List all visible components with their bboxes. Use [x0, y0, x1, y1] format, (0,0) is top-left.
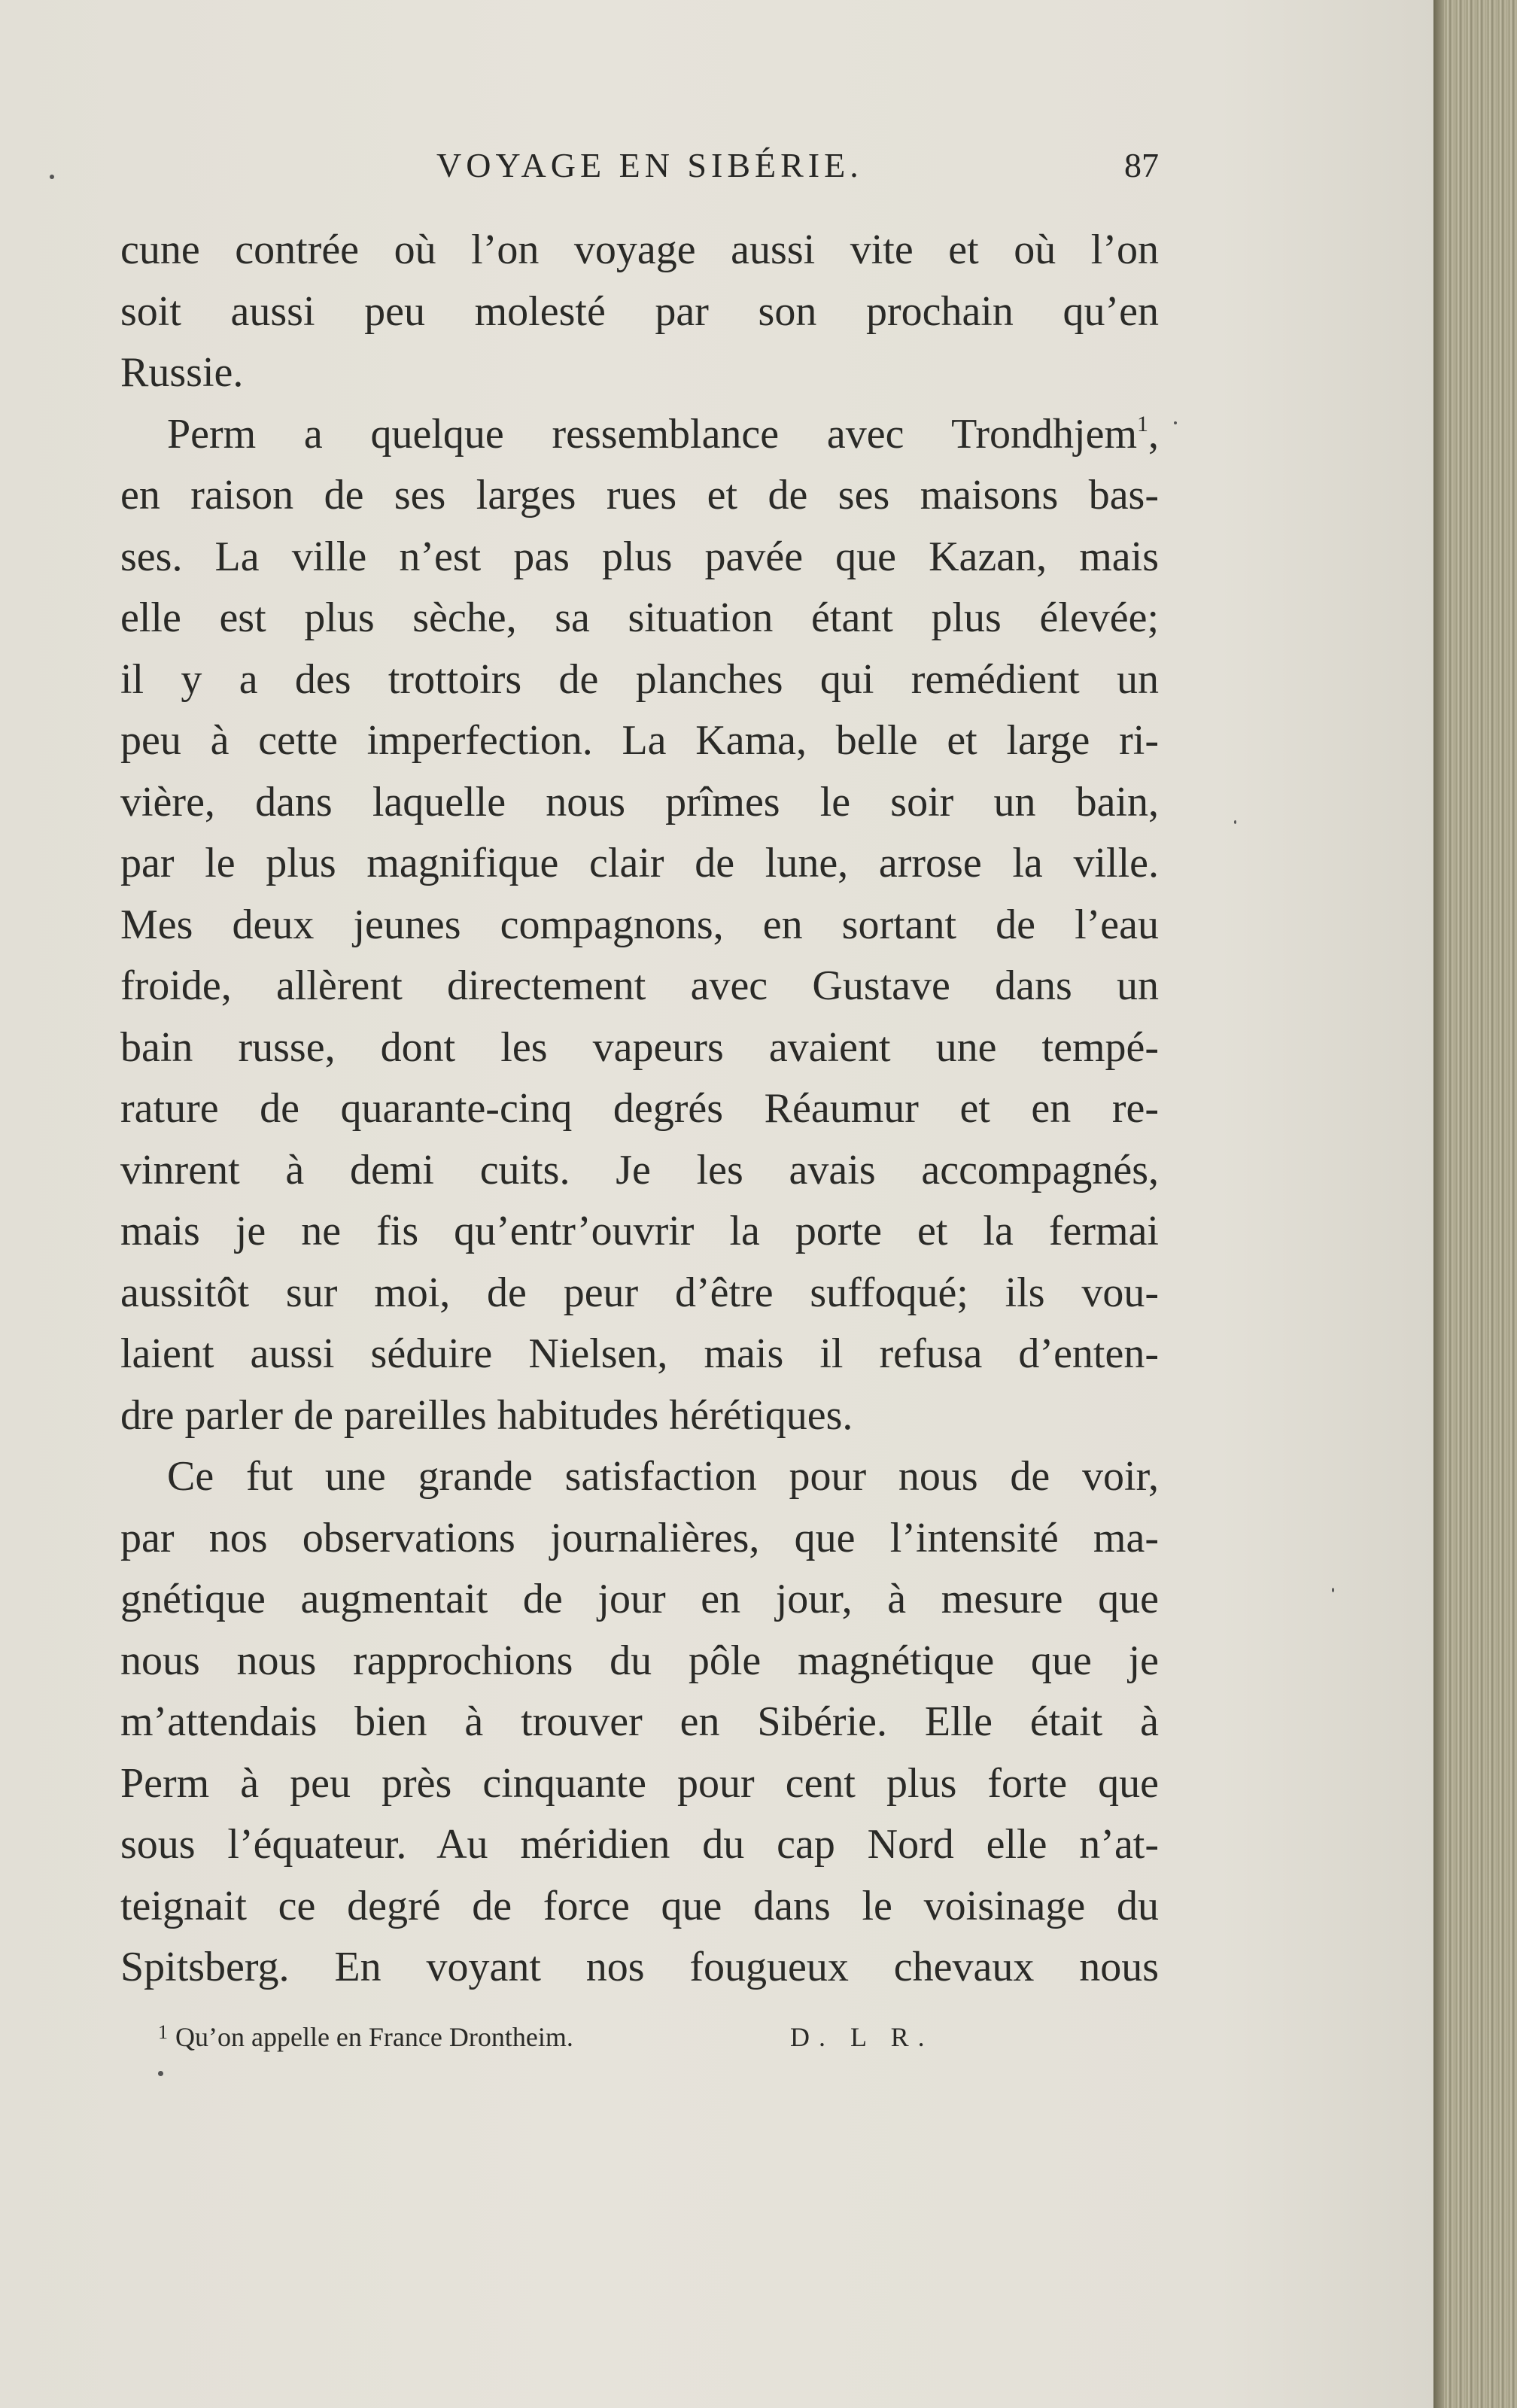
text-line: soit aussi peu molesté par son prochain qu’en [120, 287, 1159, 335]
text-line: Perm à peu près cinquante pour cent plus forte que [120, 1759, 1159, 1807]
text-line: bain russe, dont les vapeurs avaient une tempé- [120, 1023, 1159, 1071]
print-speck [158, 2071, 163, 2076]
print-speck [1332, 1588, 1334, 1592]
text-line: gnétique augmentait de jour en jour, à mesure que [120, 1576, 1159, 1622]
text-line: elle est plus sèche, sa situation étant plus élevée; [120, 594, 1159, 641]
text-line: il y a des trottoirs de planches qui remédient un [120, 655, 1159, 703]
text-line: par le plus magnifique clair de lune, arrose la ville. [120, 840, 1159, 886]
text-line: ses. La ville n’est pas plus pavée que Kazan, mais [120, 533, 1159, 580]
text-line: par nos observations journalières, que l’intensité ma- [120, 1514, 1159, 1561]
footnote-signature: D. L R. [790, 2022, 934, 2052]
text-line: nous nous rapprochions du pôle magnétique que je [120, 1637, 1159, 1684]
text-line: dre parler de pareilles habitudes hérétiques. [120, 1391, 853, 1439]
text-line: teignait ce degré de force que dans le voisinage du [120, 1882, 1159, 1929]
text-line: peu à cette imperfection. La Kama, belle et large ri- [120, 717, 1159, 764]
page-edges [1433, 0, 1517, 2408]
text-line [120, 410, 1159, 472]
footnote-ref-punct: , [1148, 410, 1159, 458]
print-speck [1174, 421, 1177, 424]
footnote-reference: 1 [1137, 411, 1148, 436]
page-number: 87 [1124, 146, 1159, 184]
text-line: cune contrée où l’on voyage aussi vite et où l’on [120, 227, 1159, 273]
text-line: sous l’équateur. Au méridien du cap Nord elle n’at- [120, 1821, 1159, 1868]
text-line: Ce fut une grande satisfaction pour nous de voir, [167, 1453, 1159, 1500]
text-line: rature de quarante-cinq degrés Réaumur et en re- [120, 1085, 1159, 1132]
text-line: Spitsberg. En voyant nos fougueux chevaux nous [120, 1944, 1159, 1990]
text-line: m’attendais bien à trouver en Sibérie. Elle était à [120, 1698, 1159, 1745]
text-line: aussitôt sur moi, de peur d’être suffoqué; ils vou- [120, 1269, 1159, 1316]
text-line: mais je ne fis qu’entr’ouvrir la porte et la fermai [120, 1208, 1159, 1254]
footnote [158, 2021, 934, 2053]
print-speck [1234, 820, 1236, 824]
text-line: vinrent à demi cuits. Je les avais accompagnés, [120, 1146, 1159, 1193]
body-text [120, 226, 1159, 2005]
running-head [120, 145, 1159, 198]
text-line-content: Perm a quelque ressemblance avec Trondhjem [167, 410, 1137, 458]
text-line: en raison de ses larges rues et de ses maisons bas- [120, 472, 1159, 518]
footnote-marker: 1 [158, 2021, 168, 2043]
running-title: VOYAGE EN SIBÉRIE. [436, 146, 863, 184]
text-line: froide, allèrent directement avec Gustave dans un [120, 962, 1159, 1009]
text-line: Mes deux jeunes compagnons, en sortant de l’eau [120, 901, 1159, 948]
text-line: laient aussi séduire Nielsen, mais il refusa d’enten- [120, 1330, 1159, 1377]
print-speck [50, 175, 54, 179]
text-line: Russie. [120, 349, 244, 396]
text-line: vière, dans laquelle nous prîmes le soir un bain, [120, 778, 1159, 825]
footnote-text: Qu’on appelle en France Drontheim. [175, 2022, 573, 2052]
